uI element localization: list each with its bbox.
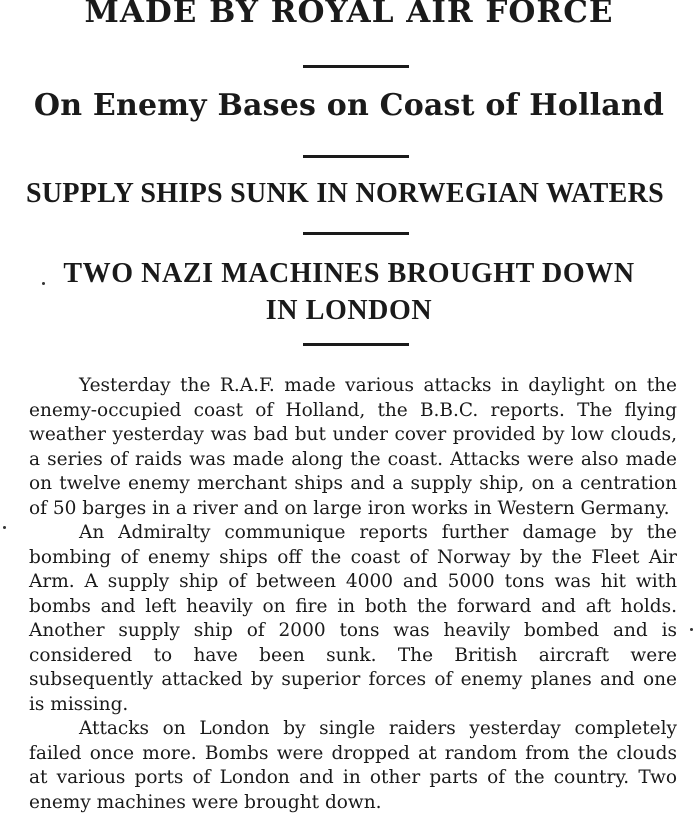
headline-fourth-line-1: TWO NAZI MACHINES BROUGHT DOWN <box>63 258 635 289</box>
headline-third: SUPPLY SHIPS SUNK IN NORWEGIAN WATERS <box>26 178 664 209</box>
article-paragraph-1: Yesterday the R.A.F. made various attacks in daylight on the enemy-occupied coast of Holland, the B.B.C. reports. The flying weather yesterday was bad but under cover provided by low clouds, a series of raids was made along the coast. Attacks were also made on twelve enemy merchant ships and a supply ship, on a centration of 50 barges in a river and on large iron works in Western Germany. <box>29 375 677 519</box>
article-paragraph-3: Attacks on London by single raiders yesterday completely failed once more. Bombs were dropped at random from the clouds at various ports of London and in other parts of the country. Two enemy machines were brought down. <box>29 718 677 813</box>
headline-fourth-line-2: IN LONDON <box>265 295 433 326</box>
headline-top: MADE BY ROYAL AIR FORCE <box>84 0 614 30</box>
print-speck <box>42 282 45 285</box>
headline-divider <box>303 232 409 235</box>
headline-fourth <box>0 255 698 329</box>
print-speck <box>690 628 693 631</box>
headline-second: On Enemy Bases on Coast of Holland <box>33 88 665 123</box>
article-body <box>29 374 677 815</box>
print-speck <box>3 526 6 529</box>
headline-divider <box>303 155 409 158</box>
headline-divider <box>303 343 409 346</box>
headline-divider <box>303 65 409 68</box>
article-paragraph-2: An Admiralty communique reports further damage by the bombing of enemy ships off the coast of Norway by the Fleet Air Arm. A supply ship of between 4000 and 5000 tons was hit with bombs and left heavily on fire in both the forward and aft holds. Another supply ship of 2000 tons was heavily bombed and is considered to have been sunk. The British aircraft were subsequently attacked by superior forces of enemy planes and one is missing. <box>29 522 677 715</box>
